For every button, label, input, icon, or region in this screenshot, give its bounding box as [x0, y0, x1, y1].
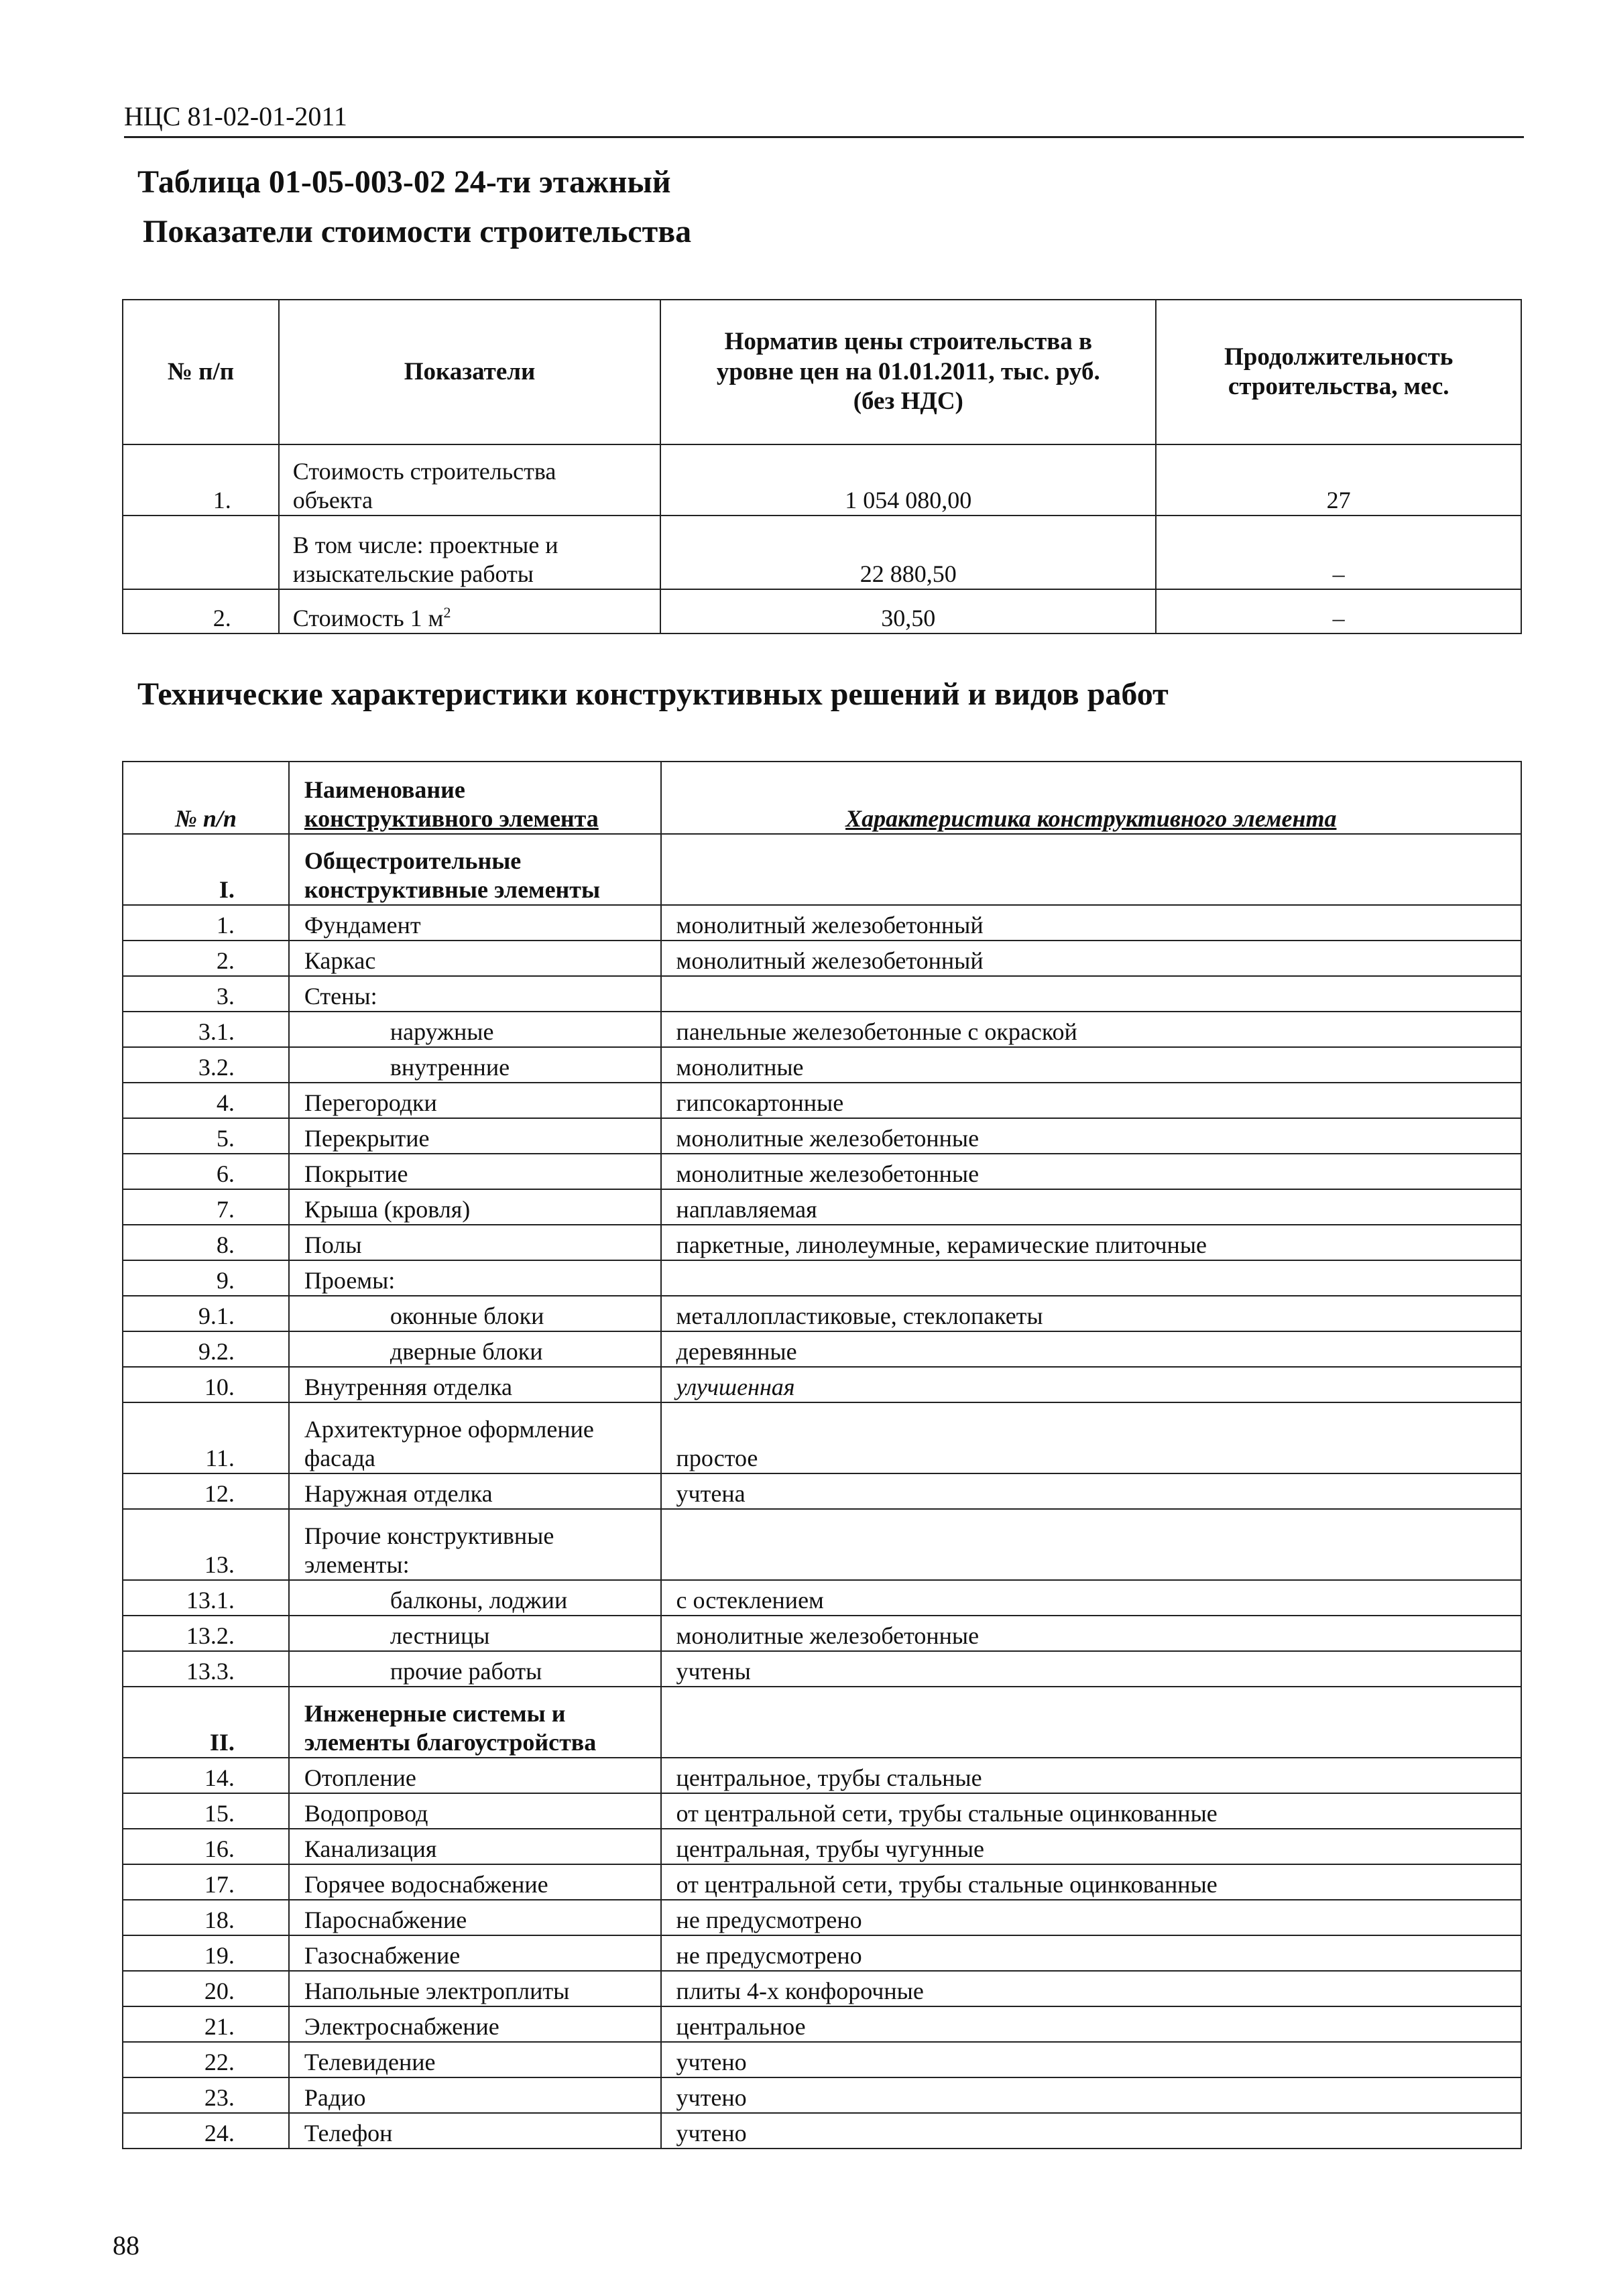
row-characteristic: учтено: [661, 2077, 1521, 2113]
row-num: 9.2.: [123, 1331, 289, 1367]
row-element-name: Напольные электроплиты: [289, 1971, 661, 2006]
row-characteristic: плиты 4-х конфорочные: [661, 1971, 1521, 2006]
row-element-name-line: Архитектурное оформление: [304, 1415, 594, 1443]
row-element-name: Наружная отделка: [289, 1473, 661, 1509]
row-characteristic: монолитный железобетонный: [661, 905, 1521, 941]
table-row: [123, 1189, 1521, 1225]
row-num: 24.: [123, 2113, 289, 2149]
table-row: [123, 1367, 1521, 1402]
header-rule: [124, 136, 1524, 138]
row-characteristic: не предусмотрено: [661, 1935, 1521, 1971]
table-row: [123, 976, 1521, 1012]
row-element-name: Газоснабжение: [289, 1935, 661, 1971]
row-num: 16.: [123, 1829, 289, 1864]
row-element-name: Канализация: [289, 1829, 661, 1864]
row-characteristic: центральное: [661, 2006, 1521, 2042]
row-num: 3.2.: [123, 1047, 289, 1083]
row-num: 21.: [123, 2006, 289, 2042]
header-price-line1: Норматив цены строительства в: [724, 328, 1092, 356]
row-element-name: дверные блоки: [289, 1331, 661, 1367]
table-row: [123, 905, 1521, 941]
row-num: 3.1.: [123, 1012, 289, 1047]
row-element-name: Телефон: [289, 2113, 661, 2149]
row-duration: –: [1156, 589, 1521, 633]
row-num: 7.: [123, 1189, 289, 1225]
row-characteristic: учтена: [661, 1473, 1521, 1509]
row-element-name: оконные блоки: [289, 1296, 661, 1331]
row-element-name: Перекрытие: [289, 1118, 661, 1154]
table-row: [123, 1402, 1521, 1473]
row-num: 15.: [123, 1793, 289, 1829]
cost-table-header: [123, 300, 1521, 444]
row-name-line1: В том числе: проектные и: [292, 531, 558, 558]
row-characteristic: монолитные железобетонные: [661, 1616, 1521, 1651]
row-num: 20.: [123, 1971, 289, 2006]
row-num: 6.: [123, 1154, 289, 1189]
row-element-name: Радио: [289, 2077, 661, 2113]
row-name-line1: Стоимость строительства: [292, 457, 556, 485]
row-element-name-line: фасада: [304, 1444, 375, 1471]
row-num: 8.: [123, 1225, 289, 1260]
row-element-name: Покрытие: [289, 1154, 661, 1189]
row-num: 5.: [123, 1118, 289, 1154]
table-row: [123, 1971, 1521, 2006]
row-characteristic: деревянные: [661, 1331, 1521, 1367]
row-num: 2.: [123, 589, 279, 633]
row-num: 9.1.: [123, 1296, 289, 1331]
row-price: 30,50: [660, 589, 1156, 633]
row-characteristic: гипсокартонные: [661, 1083, 1521, 1118]
row-element-name: Каркас: [289, 941, 661, 976]
row-element-name-line: Инженерные системы и: [304, 1699, 566, 1727]
row-element-name: Фундамент: [289, 905, 661, 941]
header-price-line2: уровне цен на 01.01.2011, тыс. руб.: [716, 357, 1100, 385]
row-num: 3.: [123, 976, 289, 1012]
table-row: [123, 2006, 1521, 2042]
row-num: 23.: [123, 2077, 289, 2113]
row-element-name: балконы, лоджии: [289, 1580, 661, 1616]
row-element-name: наружные: [289, 1012, 661, 1047]
row-element-name: Внутренняя отделка: [289, 1367, 661, 1402]
row-characteristic: монолитные железобетонные: [661, 1154, 1521, 1189]
table-title: Таблица 01-05-003-02 24-ти этажный: [137, 164, 671, 200]
row-element-name: Горячее водоснабжение: [289, 1864, 661, 1900]
table-row: [123, 444, 1521, 516]
table-row: [123, 1260, 1521, 1296]
row-characteristic: монолитные: [661, 1047, 1521, 1083]
header-duration-line1: Продолжительность: [1224, 343, 1454, 371]
row-element-name-line: Общестроительные: [304, 847, 522, 874]
row-duration: –: [1156, 516, 1521, 589]
row-num: 11.: [123, 1402, 289, 1473]
header-name-line2: конструктивного элемента: [304, 804, 599, 832]
table-row: [123, 1118, 1521, 1154]
header-num: № п/п: [123, 300, 279, 444]
row-num: 13.: [123, 1509, 289, 1580]
row-name-superscript: 2: [443, 603, 451, 621]
row-num: II.: [123, 1687, 289, 1758]
row-element-name-line: конструктивные элементы: [304, 875, 601, 903]
table-row: [123, 1225, 1521, 1260]
table-row: [123, 1296, 1521, 1331]
table-row: [123, 1651, 1521, 1687]
row-element-name: [289, 1687, 661, 1758]
section-title: Технические характеристики конструктивных решений и видов работ: [137, 676, 1169, 712]
row-num: 18.: [123, 1900, 289, 1935]
header-duration: [1156, 300, 1521, 444]
table-row: [123, 2113, 1521, 2149]
row-characteristic: от центральной сети, трубы стальные оцинкованные: [661, 1864, 1521, 1900]
row-element-name-line: элементы благоустройства: [304, 1728, 597, 1756]
row-element-name: Стены:: [289, 976, 661, 1012]
row-name-text: Стоимость 1 м: [292, 604, 444, 631]
table-row: [123, 1012, 1521, 1047]
row-characteristic: учтено: [661, 2113, 1521, 2149]
row-characteristic: центральная, трубы чугунные: [661, 1829, 1521, 1864]
row-element-name: Полы: [289, 1225, 661, 1260]
table-row: [123, 941, 1521, 976]
row-characteristic: [661, 976, 1521, 1012]
row-element-name: Проемы:: [289, 1260, 661, 1296]
row-characteristic: металлопластиковые, стеклопакеты: [661, 1296, 1521, 1331]
tech-table-body: [123, 762, 1521, 2149]
row-num: 14.: [123, 1758, 289, 1793]
table-row: [123, 1331, 1521, 1367]
table-row: [123, 1793, 1521, 1829]
row-price: 22 880,50: [660, 516, 1156, 589]
row-characteristic: простое: [661, 1402, 1521, 1473]
row-price: 1 054 080,00: [660, 444, 1156, 516]
header-characteristic: Характеристика конструктивного элемента: [661, 762, 1521, 834]
row-num: 12.: [123, 1473, 289, 1509]
row-name: [279, 516, 660, 589]
row-element-name: Пароснабжение: [289, 1900, 661, 1935]
header-duration-line2: строительства, мес.: [1228, 373, 1449, 400]
row-name-line2: объекта: [292, 486, 373, 513]
row-characteristic: [661, 834, 1521, 905]
row-characteristic: [661, 1687, 1521, 1758]
row-characteristic: монолитный железобетонный: [661, 941, 1521, 976]
header-price-line3: (без НДС): [853, 387, 963, 416]
row-duration: 27: [1156, 444, 1521, 516]
row-num: 13.2.: [123, 1616, 289, 1651]
header-name-line1: Наименование: [304, 776, 465, 803]
row-characteristic: паркетные, линолеумные, керамические плиточные: [661, 1225, 1521, 1260]
table-row: [123, 1047, 1521, 1083]
table-row: [123, 1864, 1521, 1900]
technical-characteristics-table: [122, 761, 1522, 2149]
row-num: 22.: [123, 2042, 289, 2077]
table-row: [123, 1935, 1521, 1971]
row-characteristic: панельные железобетонные с окраской: [661, 1012, 1521, 1047]
row-element-name: Отопление: [289, 1758, 661, 1793]
row-element-name: Крыша (кровля): [289, 1189, 661, 1225]
row-element-name: лестницы: [289, 1616, 661, 1651]
table-row: [123, 1829, 1521, 1864]
table-row: [123, 1900, 1521, 1935]
row-characteristic: [661, 1509, 1521, 1580]
row-num: 9.: [123, 1260, 289, 1296]
row-name: [279, 589, 660, 633]
header-indicator: Показатели: [279, 300, 660, 444]
row-num: [123, 516, 279, 589]
row-element-name: [289, 1402, 661, 1473]
header-price: [660, 300, 1156, 444]
table-row: [123, 1687, 1521, 1758]
row-num: 1.: [123, 905, 289, 941]
row-characteristic: [661, 1260, 1521, 1296]
row-characteristic: от центральной сети, трубы стальные оцинкованные: [661, 1793, 1521, 1829]
table-row: [123, 2077, 1521, 2113]
table-row: [123, 516, 1521, 589]
row-num: I.: [123, 834, 289, 905]
cost-indicators-table: [122, 299, 1522, 634]
tech-table-header: [123, 762, 1521, 834]
row-num: 13.3.: [123, 1651, 289, 1687]
table-subtitle: Показатели стоимости строительства: [143, 214, 692, 249]
table-row: [123, 1758, 1521, 1793]
header-name: [289, 762, 661, 834]
row-num: 10.: [123, 1367, 289, 1402]
row-characteristic: учтено: [661, 2042, 1521, 2077]
row-element-name: прочие работы: [289, 1651, 661, 1687]
table-row: [123, 1154, 1521, 1189]
row-element-name: [289, 1509, 661, 1580]
row-characteristic: учтены: [661, 1651, 1521, 1687]
row-num: 17.: [123, 1864, 289, 1900]
row-element-name: [289, 834, 661, 905]
row-characteristic: центральное, трубы стальные: [661, 1758, 1521, 1793]
table-row: [123, 1083, 1521, 1118]
row-element-name: Перегородки: [289, 1083, 661, 1118]
table-row: [123, 1509, 1521, 1580]
row-element-name-line: элементы:: [304, 1551, 410, 1578]
table-row: [123, 1580, 1521, 1616]
row-num: 19.: [123, 1935, 289, 1971]
header-num: № п/п: [123, 762, 289, 834]
row-element-name: Электроснабжение: [289, 2006, 661, 2042]
table-row: [123, 1473, 1521, 1509]
table-row: [123, 589, 1521, 633]
table-row: [123, 1616, 1521, 1651]
row-characteristic: улучшенная: [661, 1367, 1521, 1402]
row-element-name-line: Прочие конструктивные: [304, 1522, 554, 1549]
row-num: 4.: [123, 1083, 289, 1118]
table-row: [123, 834, 1521, 905]
row-num: 1.: [123, 444, 279, 516]
row-element-name: внутренние: [289, 1047, 661, 1083]
row-characteristic: с остеклением: [661, 1580, 1521, 1616]
row-element-name: Водопровод: [289, 1793, 661, 1829]
row-num: 2.: [123, 941, 289, 976]
row-name: [279, 444, 660, 516]
row-name-line2: изыскательские работы: [292, 560, 534, 587]
row-characteristic: монолитные железобетонные: [661, 1118, 1521, 1154]
row-characteristic: наплавляемая: [661, 1189, 1521, 1225]
document-code: НЦС 81-02-01-2011: [124, 101, 347, 131]
row-characteristic: не предусмотрено: [661, 1900, 1521, 1935]
row-element-name: Телевидение: [289, 2042, 661, 2077]
page-number: 88: [113, 2230, 139, 2260]
table-row: [123, 2042, 1521, 2077]
row-num: 13.1.: [123, 1580, 289, 1616]
